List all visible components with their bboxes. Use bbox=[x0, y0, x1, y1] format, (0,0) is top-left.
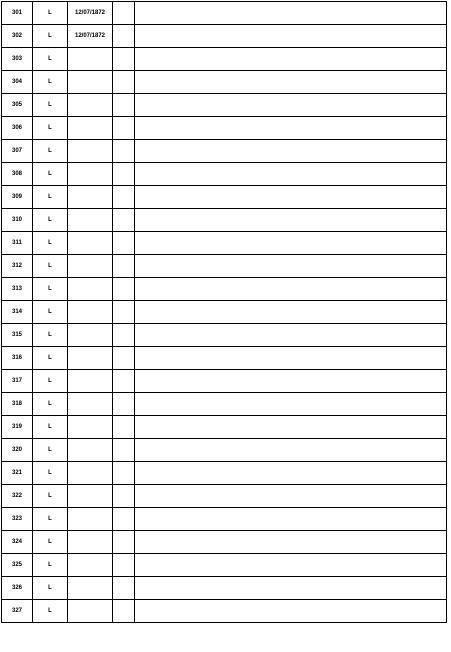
table-row bbox=[2, 416, 447, 439]
row-number: 305 bbox=[2, 94, 33, 117]
row-text bbox=[135, 301, 447, 324]
row-number: 311 bbox=[2, 232, 33, 255]
row-code bbox=[113, 232, 135, 255]
table-row bbox=[2, 370, 447, 393]
row-code bbox=[113, 370, 135, 393]
row-date bbox=[68, 416, 113, 439]
row-number: 325 bbox=[2, 554, 33, 577]
row-text bbox=[135, 186, 447, 209]
row-text bbox=[135, 209, 447, 232]
row-code bbox=[113, 462, 135, 485]
row-number: 314 bbox=[2, 301, 33, 324]
row-date bbox=[68, 370, 113, 393]
row-number: 317 bbox=[2, 370, 33, 393]
row-type: L bbox=[33, 416, 68, 439]
table-row bbox=[2, 25, 447, 48]
row-code bbox=[113, 508, 135, 531]
row-type: L bbox=[33, 508, 68, 531]
row-number: 324 bbox=[2, 531, 33, 554]
row-text bbox=[135, 140, 447, 163]
row-date bbox=[68, 462, 113, 485]
row-date bbox=[68, 232, 113, 255]
row-type: L bbox=[33, 393, 68, 416]
row-code bbox=[113, 554, 135, 577]
table-row bbox=[2, 209, 447, 232]
row-text bbox=[135, 2, 447, 25]
table-row bbox=[2, 2, 447, 25]
row-text bbox=[135, 554, 447, 577]
row-date bbox=[68, 48, 113, 71]
table-row bbox=[2, 600, 447, 623]
row-number: 302 bbox=[2, 25, 33, 48]
table-row bbox=[2, 485, 447, 508]
table-row bbox=[2, 232, 447, 255]
row-number: 319 bbox=[2, 416, 33, 439]
row-type: L bbox=[33, 600, 68, 623]
table-row bbox=[2, 48, 447, 71]
row-number: 301 bbox=[2, 2, 33, 25]
row-date bbox=[68, 209, 113, 232]
row-type: L bbox=[33, 301, 68, 324]
row-date bbox=[68, 347, 113, 370]
table-row bbox=[2, 71, 447, 94]
row-date bbox=[68, 600, 113, 623]
row-type: L bbox=[33, 278, 68, 301]
row-code bbox=[113, 71, 135, 94]
row-number: 306 bbox=[2, 117, 33, 140]
row-text bbox=[135, 508, 447, 531]
table-row bbox=[2, 186, 447, 209]
row-number: 309 bbox=[2, 186, 33, 209]
row-date: 12/07/1872 bbox=[68, 2, 113, 25]
row-number: 308 bbox=[2, 163, 33, 186]
row-code bbox=[113, 209, 135, 232]
row-type: L bbox=[33, 439, 68, 462]
row-type: L bbox=[33, 531, 68, 554]
row-date bbox=[68, 324, 113, 347]
row-type: L bbox=[33, 485, 68, 508]
row-code bbox=[113, 531, 135, 554]
row-type: L bbox=[33, 324, 68, 347]
row-code bbox=[113, 25, 135, 48]
row-number: 327 bbox=[2, 600, 33, 623]
row-date bbox=[68, 278, 113, 301]
row-text bbox=[135, 416, 447, 439]
row-code bbox=[113, 485, 135, 508]
row-number: 315 bbox=[2, 324, 33, 347]
row-type: L bbox=[33, 209, 68, 232]
row-type: L bbox=[33, 347, 68, 370]
row-date bbox=[68, 186, 113, 209]
row-text bbox=[135, 278, 447, 301]
row-text bbox=[135, 324, 447, 347]
table-row bbox=[2, 554, 447, 577]
row-number: 304 bbox=[2, 71, 33, 94]
row-number: 316 bbox=[2, 347, 33, 370]
row-date: 12/07/1872 bbox=[68, 25, 113, 48]
row-code bbox=[113, 393, 135, 416]
row-text bbox=[135, 25, 447, 48]
row-text bbox=[135, 485, 447, 508]
row-type: L bbox=[33, 370, 68, 393]
row-type: L bbox=[33, 577, 68, 600]
table-row bbox=[2, 94, 447, 117]
row-type: L bbox=[33, 255, 68, 278]
table-row bbox=[2, 393, 447, 416]
table-row bbox=[2, 140, 447, 163]
row-type: L bbox=[33, 140, 68, 163]
table-row bbox=[2, 577, 447, 600]
row-date bbox=[68, 140, 113, 163]
row-code bbox=[113, 347, 135, 370]
row-date bbox=[68, 485, 113, 508]
row-code bbox=[113, 577, 135, 600]
row-type: L bbox=[33, 186, 68, 209]
row-code bbox=[113, 324, 135, 347]
row-date bbox=[68, 577, 113, 600]
row-number: 322 bbox=[2, 485, 33, 508]
row-date bbox=[68, 117, 113, 140]
row-type: L bbox=[33, 48, 68, 71]
row-number: 323 bbox=[2, 508, 33, 531]
row-code bbox=[113, 186, 135, 209]
table-row bbox=[2, 347, 447, 370]
row-type: L bbox=[33, 117, 68, 140]
row-text bbox=[135, 577, 447, 600]
row-text bbox=[135, 393, 447, 416]
row-date bbox=[68, 71, 113, 94]
row-number: 318 bbox=[2, 393, 33, 416]
row-type: L bbox=[33, 71, 68, 94]
row-text bbox=[135, 600, 447, 623]
row-text bbox=[135, 163, 447, 186]
row-type: L bbox=[33, 2, 68, 25]
row-text bbox=[135, 439, 447, 462]
row-date bbox=[68, 94, 113, 117]
row-text bbox=[135, 255, 447, 278]
row-number: 303 bbox=[2, 48, 33, 71]
table-row bbox=[2, 462, 447, 485]
table-row bbox=[2, 301, 447, 324]
row-date bbox=[68, 255, 113, 278]
row-date bbox=[68, 393, 113, 416]
row-code bbox=[113, 278, 135, 301]
row-date bbox=[68, 301, 113, 324]
row-date bbox=[68, 439, 113, 462]
row-date bbox=[68, 531, 113, 554]
table-row bbox=[2, 278, 447, 301]
row-text bbox=[135, 117, 447, 140]
table-row bbox=[2, 255, 447, 278]
row-code bbox=[113, 600, 135, 623]
row-text bbox=[135, 48, 447, 71]
row-code bbox=[113, 255, 135, 278]
row-number: 312 bbox=[2, 255, 33, 278]
ledger-table bbox=[1, 1, 447, 623]
table-row bbox=[2, 324, 447, 347]
row-number: 326 bbox=[2, 577, 33, 600]
row-date bbox=[68, 163, 113, 186]
table-row bbox=[2, 117, 447, 140]
row-number: 313 bbox=[2, 278, 33, 301]
row-type: L bbox=[33, 232, 68, 255]
row-code bbox=[113, 301, 135, 324]
table-row bbox=[2, 163, 447, 186]
ledger-body bbox=[2, 2, 447, 623]
row-text bbox=[135, 531, 447, 554]
row-code bbox=[113, 140, 135, 163]
row-date bbox=[68, 554, 113, 577]
row-text bbox=[135, 232, 447, 255]
row-number: 310 bbox=[2, 209, 33, 232]
row-date bbox=[68, 508, 113, 531]
row-code bbox=[113, 163, 135, 186]
row-code bbox=[113, 416, 135, 439]
row-text bbox=[135, 71, 447, 94]
row-type: L bbox=[33, 554, 68, 577]
row-code bbox=[113, 117, 135, 140]
row-text bbox=[135, 370, 447, 393]
table-row bbox=[2, 531, 447, 554]
row-number: 321 bbox=[2, 462, 33, 485]
row-code bbox=[113, 439, 135, 462]
row-type: L bbox=[33, 462, 68, 485]
row-text bbox=[135, 347, 447, 370]
row-code bbox=[113, 2, 135, 25]
row-type: L bbox=[33, 163, 68, 186]
row-text bbox=[135, 462, 447, 485]
row-text bbox=[135, 94, 447, 117]
table-row bbox=[2, 439, 447, 462]
row-type: L bbox=[33, 25, 68, 48]
row-type: L bbox=[33, 94, 68, 117]
row-number: 320 bbox=[2, 439, 33, 462]
row-code bbox=[113, 48, 135, 71]
row-number: 307 bbox=[2, 140, 33, 163]
row-code bbox=[113, 94, 135, 117]
table-row bbox=[2, 508, 447, 531]
